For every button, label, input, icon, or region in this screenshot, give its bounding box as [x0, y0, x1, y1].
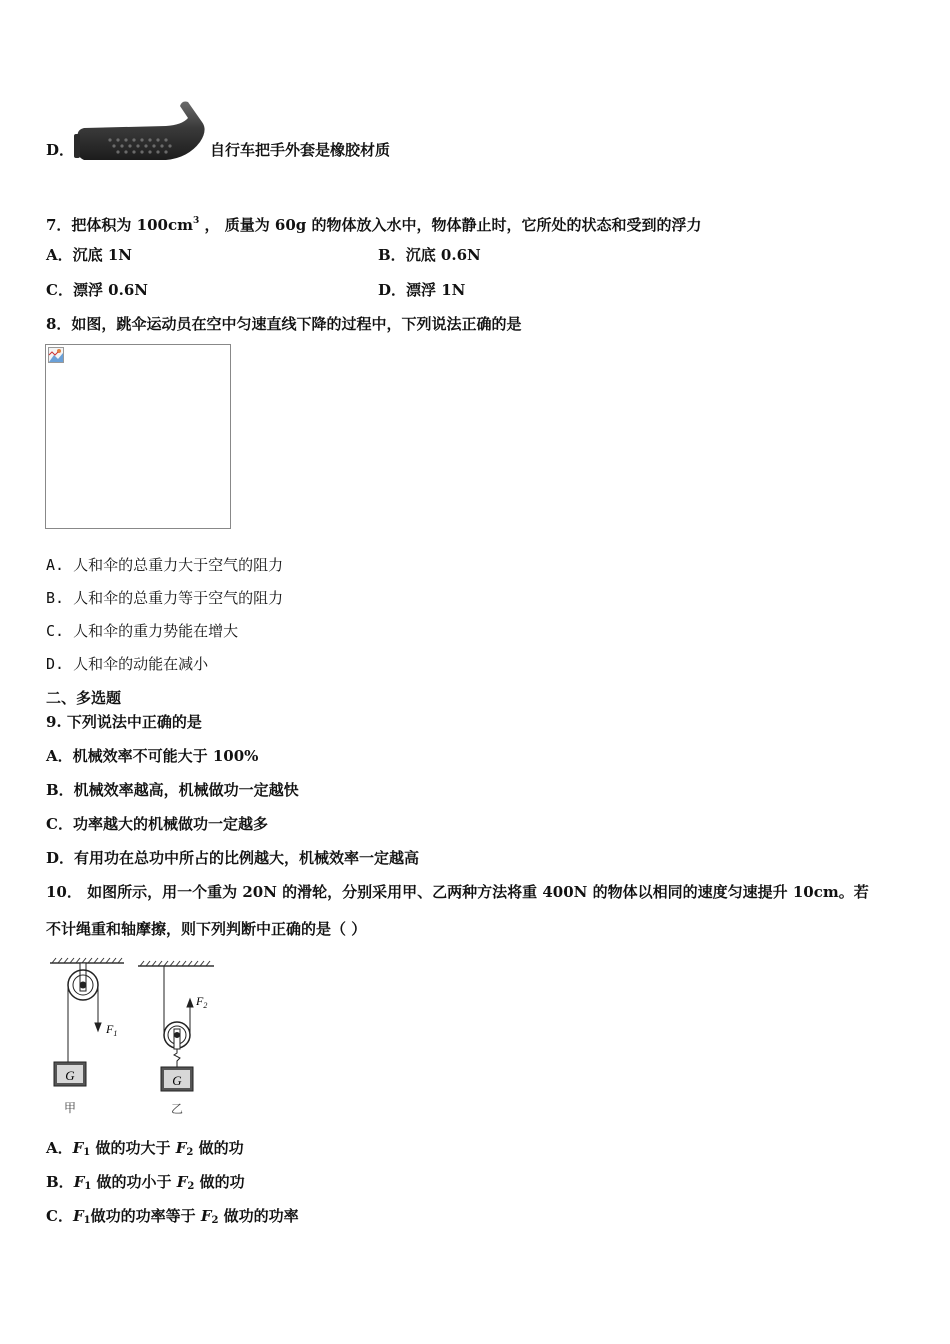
q10-option-b	[46, 1172, 245, 1197]
option-text: 做功的功率	[218, 1207, 299, 1225]
q7-stem	[46, 211, 702, 235]
q9-option-a: A．机械效率不可能大于 100%	[46, 747, 259, 765]
force-symbol: F	[73, 1173, 85, 1191]
q7-stem-sup: 3	[192, 216, 200, 226]
force-subscript: 1	[83, 1147, 91, 1158]
option-label: C．	[46, 281, 73, 299]
option-label: A．	[46, 1139, 73, 1157]
q7-stem-b: ， 质量为 60g 的物体放入水中，物体静止时，它所处的状态和受到的浮力	[199, 216, 702, 234]
q8-option-c: C. 人和伞的重力势能在增大	[46, 622, 239, 640]
option-text: 做的功大于	[90, 1139, 176, 1157]
q9-option-b: B．机械效率越高，机械做功一定越快	[46, 781, 299, 799]
q7-option-d	[378, 280, 465, 300]
section-heading: 二、多选题	[46, 689, 122, 707]
option-label: D．	[378, 281, 407, 299]
q8-option-d: D. 人和伞的动能在减小	[46, 655, 209, 673]
force-subscript: 2	[187, 1181, 195, 1192]
right-weight-label: G	[172, 1073, 182, 1088]
q8-option-a: A. 人和伞的总重力大于空气的阻力	[46, 556, 284, 574]
option-text: 做功的功率等于	[90, 1207, 201, 1225]
option-text: 做的功小于	[91, 1173, 177, 1191]
force-subscript: 1	[83, 1215, 91, 1226]
force-subscript: 2	[211, 1215, 219, 1226]
fixed-pulley	[68, 963, 101, 1062]
left-weight-label: G	[65, 1068, 75, 1083]
f2-label: $F_2$	[196, 994, 208, 1010]
force-subscript: 2	[186, 1147, 194, 1158]
option-label: C．	[46, 1207, 73, 1225]
option-label: A．	[46, 246, 73, 264]
option-text: 沉底 0.6N	[405, 246, 481, 264]
left-caption: 甲	[63, 1101, 77, 1115]
option-label: B．	[378, 246, 406, 264]
option-text: 漂浮 0.6N	[72, 281, 148, 299]
bicycle-grip-image	[70, 98, 210, 170]
q8-option-b: B. 人和伞的总重力等于空气的阻力	[46, 589, 284, 607]
q6-option-d-text: 自行车把手外套是橡胶材质	[210, 141, 391, 159]
force-subscript: 1	[84, 1181, 92, 1192]
q7-option-b	[378, 245, 481, 265]
movable-pulley	[164, 966, 193, 1067]
q9-stem: 9. 下列说法中正确的是	[46, 713, 202, 731]
f1-label: $F_1$	[106, 1022, 118, 1038]
q8-stem: 8．如图，跳伞运动员在空中匀速直线下降的过程中，下列说法正确的是	[46, 315, 522, 333]
left-ceiling	[50, 958, 124, 963]
right-caption: 乙	[170, 1102, 184, 1116]
option-label: D．	[46, 141, 75, 159]
q7-option-a	[46, 245, 132, 265]
q10-stem-line2: 不计绳重和轴摩擦，则下列判断中正确的是（ ）	[46, 920, 367, 938]
force-symbol: F	[176, 1173, 188, 1191]
option-label: B．	[46, 1173, 74, 1191]
q10-option-c	[46, 1206, 299, 1231]
q9-option-d: D．有用功在总功中所占的比例越大，机械效率一定越高	[46, 849, 420, 867]
right-ceiling	[138, 961, 214, 966]
q9-option-c: C．功率越大的机械做功一定越多	[46, 815, 268, 833]
q10-stem-line1: 10． 如图所示，用一个重为 20N 的滑轮，分别采用甲、乙两种方法将重 400N 的物体以相同的速度匀速提升 10cm。若	[46, 883, 869, 901]
pulley-diagram	[44, 955, 224, 1120]
option-text: 做的功	[194, 1173, 245, 1191]
option-text: 沉底 1N	[72, 246, 133, 264]
force-symbol: F	[72, 1139, 84, 1157]
q7-option-c	[46, 280, 148, 300]
q10-option-a	[46, 1138, 244, 1163]
broken-image-placeholder	[45, 344, 231, 529]
option-text: 做的功	[193, 1139, 244, 1157]
option-text: 漂浮 1N	[406, 281, 466, 299]
force-symbol: F	[200, 1207, 212, 1225]
q7-stem-a: 7．把体积为 100cm	[46, 216, 193, 234]
broken-image-icon	[48, 347, 64, 363]
force-symbol: F	[72, 1207, 84, 1225]
force-symbol: F	[175, 1139, 187, 1157]
